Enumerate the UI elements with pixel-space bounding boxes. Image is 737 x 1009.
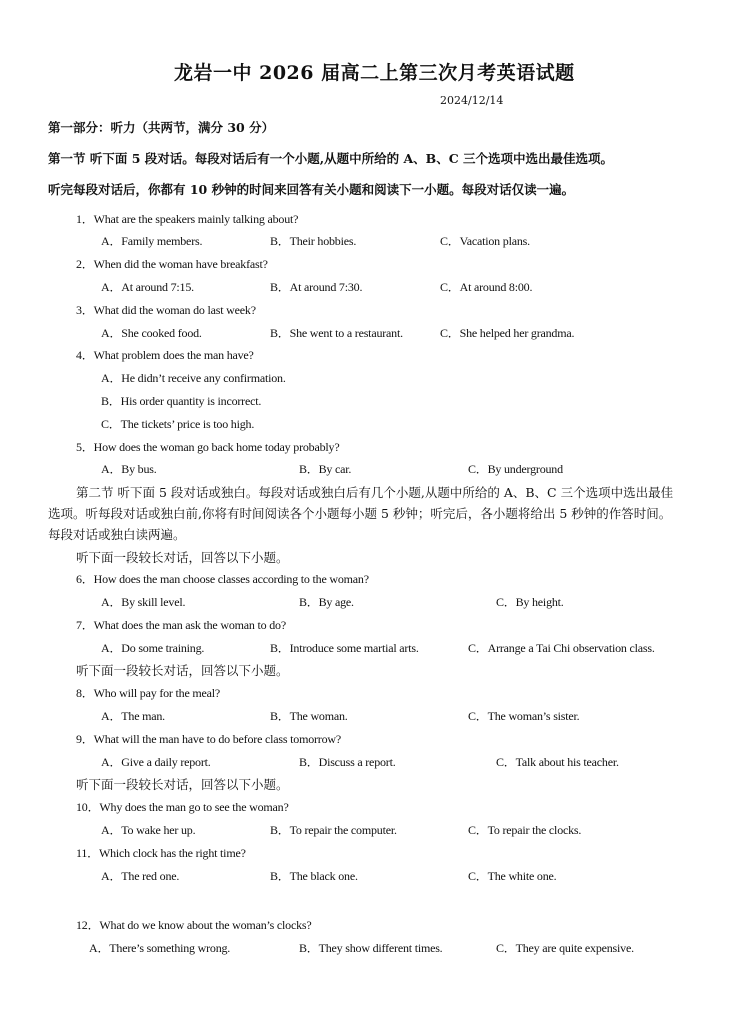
question-4-option-b: B．His order quantity is incorrect. (101, 394, 262, 408)
question-5: 5．How does the woman go back home today probably? (76, 440, 340, 454)
question-6-option-a: A．By skill level. (101, 595, 186, 609)
question-6: 6．How does the man choose classes according to the woman? (76, 572, 369, 586)
question-2-option-c: C．At around 8:00. (440, 280, 533, 294)
question-11-option-b: B．The black one. (270, 869, 358, 883)
question-12-option-c: C．They are quite expensive. (496, 941, 634, 955)
question-3-option-b: B．She went to a restaurant. (270, 326, 403, 340)
section1-instruction-line2: 听完每段对话后，你都有 10 秒钟的时间来回答有关小题和阅读下一小题。每段对话仅读一遍。 (48, 182, 575, 197)
question-2: 2．When did the woman have breakfast? (76, 257, 268, 271)
question-8-option-b: B．The woman. (270, 709, 348, 723)
section2-instruction-line3: 每段对话或独白读两遍。 (48, 527, 186, 542)
question-4-option-c: C．The tickets’ price is too high. (101, 417, 255, 431)
question-5-option-b: B．By car. (299, 462, 352, 476)
question-5-option-c: C．By underground (468, 462, 563, 476)
part-heading: 第一部分：听力（共两节，满分 30 分） (48, 120, 275, 135)
question-12: 12．What do we know about the woman’s clocks? (76, 918, 312, 932)
question-1-option-c: C．Vacation plans. (440, 234, 530, 248)
question-9-option-b: B．Discuss a report. (299, 755, 396, 769)
question-11-option-c: C．The white one. (468, 869, 557, 883)
question-12-option-b: B．They show different times. (299, 941, 443, 955)
question-7-option-c: C．Arrange a Tai Chi observation class. (468, 641, 655, 655)
question-2-option-b: B．At around 7:30. (270, 280, 363, 294)
question-6-option-c: C．By height. (496, 595, 564, 609)
question-3-option-c: C．She helped her grandma. (440, 326, 575, 340)
question-9-option-c: C．Talk about his teacher. (496, 755, 619, 769)
question-10-option-b: B．To repair the computer. (270, 823, 397, 837)
question-3: 3．What did the woman do last week? (76, 303, 256, 317)
section2-instruction-line1: 第二节 听下面 5 段对话或独白。每段对话或独白后有几个小题,从题中所给的 A、B、C 三个选项中选出最佳 (76, 485, 674, 500)
exam-date: 2024/12/14 (440, 94, 504, 107)
question-11-option-a: A．The red one. (101, 869, 180, 883)
question-10: 10．Why does the man go to see the woman? (76, 800, 289, 814)
question-9-option-a: A．Give a daily report. (101, 755, 211, 769)
section1-instruction-line1: 第一节 听下面 5 段对话。每段对话后有一个小题,从题中所给的 A、B、C 三个选项中选出最佳选项。 (48, 151, 614, 166)
question-10-option-c: C．To repair the clocks. (468, 823, 582, 837)
question-5-option-a: A．By bus. (101, 462, 157, 476)
question-3-option-a: A．She cooked food. (101, 326, 202, 340)
long-dialogue-instruction: 听下面一段较长对话，回答以下小题。 (76, 550, 289, 565)
question-7-option-a: A．Do some training. (101, 641, 205, 655)
question-12-option-a: A．There’s something wrong. (89, 941, 231, 955)
question-4-option-a: A．He didn’t receive any confirmation. (101, 371, 286, 385)
question-10-option-a: A．To wake her up. (101, 823, 196, 837)
question-7: 7．What does the man ask the woman to do? (76, 618, 286, 632)
question-8-option-a: A．The man. (101, 709, 165, 723)
section2-instruction-line2: 选项。听每段对话或独白前,你将有时间阅读各个小题每小题 5 秒钟；听完后，各小题将给出 5 秒钟的作答时间。 (48, 506, 672, 521)
question-9: 9．What will the man have to do before class tomorrow? (76, 732, 341, 746)
page-title: 龙岩一中 2026 届高二上第三次月考英语试题 (174, 62, 575, 84)
question-1-option-b: B．Their hobbies. (270, 234, 357, 248)
question-8-option-c: C．The woman’s sister. (468, 709, 580, 723)
question-7-option-b: B．Introduce some martial arts. (270, 641, 419, 655)
question-6-option-b: B．By age. (299, 595, 354, 609)
question-4: 4．What problem does the man have? (76, 348, 254, 362)
question-1: 1．What are the speakers mainly talking about? (76, 212, 299, 226)
question-11: 11．Which clock has the right time? (76, 846, 246, 860)
long-dialogue-instruction: 听下面一段较长对话，回答以下小题。 (76, 663, 289, 678)
long-dialogue-instruction: 听下面一段较长对话，回答以下小题。 (76, 777, 289, 792)
question-2-option-a: A．At around 7:15. (101, 280, 194, 294)
question-1-option-a: A．Family members. (101, 234, 203, 248)
question-8: 8．Who will pay for the meal? (76, 686, 221, 700)
